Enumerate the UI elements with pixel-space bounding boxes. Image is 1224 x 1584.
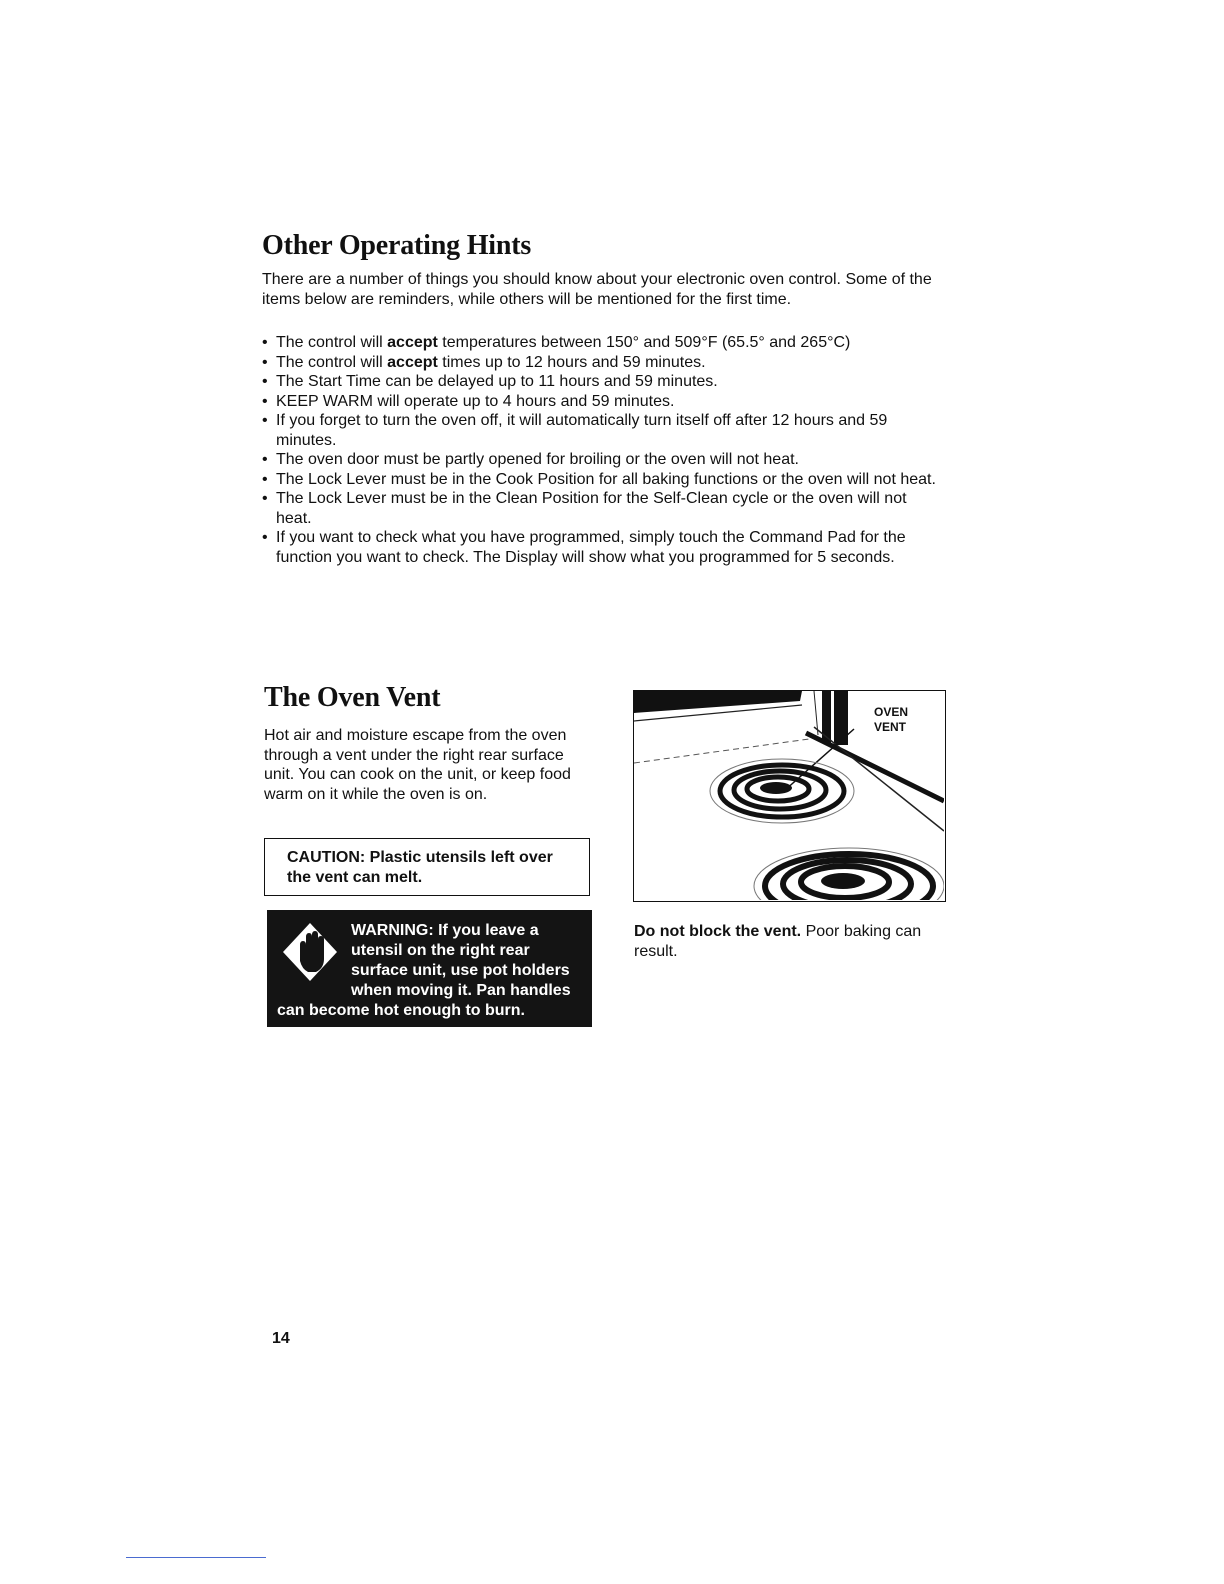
oven-vent-illustration bbox=[633, 690, 946, 902]
hint-text: The control will bbox=[276, 334, 388, 351]
hint-accent-text: accept bbox=[387, 353, 438, 371]
hint-text: The Lock Lever must be in the Clean Position for the Self-Clean cycle or the oven will not heat. bbox=[276, 490, 907, 527]
hint-text: KEEP WARM will operate up to 4 hours and 59 minutes. bbox=[276, 392, 675, 410]
caption-rest: Poor baking can result. bbox=[634, 923, 922, 960]
hint-item bbox=[262, 372, 942, 392]
hint-item bbox=[262, 353, 942, 373]
vent-intro-paragraph: Hot air and moisture escape from the oven through a vent under the right rear surface unit. You can cook on the unit, or keep food warm on it while the oven is on. bbox=[264, 727, 571, 803]
section-heading-other-operating-hints: Other Operating Hints bbox=[262, 230, 532, 261]
hint-item bbox=[262, 450, 942, 470]
hint-item bbox=[262, 333, 942, 353]
vent-figure-caption bbox=[634, 922, 954, 961]
hint-text-continued: times up to 12 hours and 59 minutes. bbox=[437, 353, 706, 371]
section-heading-oven-vent: The Oven Vent bbox=[264, 682, 441, 713]
hint-text: The control will bbox=[276, 353, 388, 371]
warning-box bbox=[267, 910, 592, 1027]
caption-bold: Do not block the vent. bbox=[634, 923, 802, 940]
figure-label-line1: OVEN bbox=[874, 705, 909, 719]
hand-warning-icon bbox=[281, 921, 339, 983]
hint-accent-text: accept bbox=[387, 334, 438, 351]
caution-text: CAUTION: Plastic utensils left over the vent can melt. bbox=[287, 849, 553, 886]
hint-item bbox=[262, 528, 942, 567]
hints-list bbox=[262, 333, 942, 567]
oven-vent-figure-label bbox=[874, 705, 934, 735]
hint-text: If you want to check what you have programmed, simply touch the Command Pad for the function you want to check. The Display will show what you programmed for 5 seconds. bbox=[276, 529, 906, 566]
footer-rule bbox=[126, 1557, 266, 1558]
hint-text-continued: temperatures between 150° and 509°F (65.5° and 265°C) bbox=[437, 334, 851, 351]
hint-text: If you forget to turn the oven off, it will automatically turn itself off after 12 hours and 59 minutes. bbox=[276, 412, 888, 449]
warning-text: WARNING: If you leave a utensil on the right rear surface unit, use pot holders when moving it. Pan handles can become hot enough to burn. bbox=[277, 922, 571, 1019]
hint-item bbox=[262, 392, 942, 412]
caution-box bbox=[264, 838, 590, 896]
hint-item bbox=[262, 411, 942, 450]
hint-item bbox=[262, 470, 942, 490]
figure-label-line2: VENT bbox=[874, 720, 907, 734]
hint-item bbox=[262, 489, 942, 528]
hints-intro-paragraph: There are a number of things you should know about your electronic oven control. Some of the items below are reminders, while others will be mentioned for the first time. bbox=[262, 271, 932, 308]
hint-text: The oven door must be partly opened for broiling or the oven will not heat. bbox=[276, 451, 799, 468]
hint-text: The Start Time can be delayed up to 11 hours and 59 minutes. bbox=[276, 373, 718, 390]
hint-text: The Lock Lever must be in the Cook Position for all baking functions or the oven will not heat. bbox=[276, 470, 936, 488]
page-number: 14 bbox=[272, 1330, 290, 1347]
